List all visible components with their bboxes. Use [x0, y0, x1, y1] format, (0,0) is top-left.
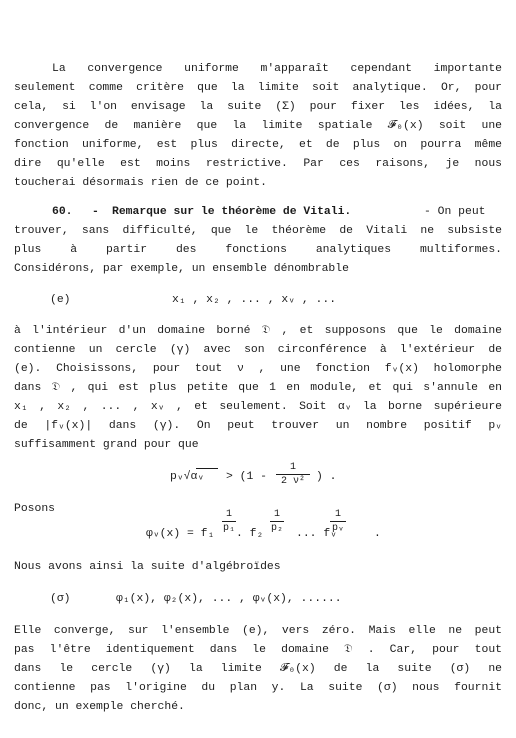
exp-2-bar [270, 521, 284, 522]
phi-equation-lhs: φᵥ(x) = f₁ [146, 528, 215, 540]
phi-equation-dots: ... fᵥ [296, 528, 338, 540]
exp-2-numerator: 1 [273, 509, 280, 520]
phi-equation-end: . [374, 528, 381, 540]
exp-1-bar [222, 521, 236, 522]
paragraph-2-line-7: suffisamment grand pour que [14, 439, 199, 451]
exp-1-denominator: p₁ [222, 523, 235, 534]
exp-v-numerator: 1 [334, 509, 341, 520]
phi-exponent-1 [222, 509, 236, 534]
paragraph-3-line-1: Elle converge, sur l'ensemble (e), vers zéro. Mais elle ne peut [14, 625, 502, 637]
section-line-4: Considérons, par exemple, un ensemble dénombrable [14, 263, 349, 275]
paragraph-2-line-3: (e). Choisissons, pour tout ν , une fonction fᵥ(x) holomorphe [14, 363, 502, 375]
paragraph-3-line-2: pas l'être identiquement dans le domaine 𝔇 . Car, pour tout [14, 644, 502, 656]
section-number: 60. [52, 206, 73, 218]
paragraph-2-line-4: dans 𝔇 , qui est plus petite que 1 en module, et qui s'annule en [14, 382, 502, 394]
exp-1-numerator: 1 [225, 509, 232, 520]
equation-e-label: (e) [50, 294, 71, 306]
equation-e-body: x₁ , x₂ , ... , xᵥ , ... [172, 294, 337, 306]
radical-bar [196, 468, 218, 469]
section-dash: - [92, 206, 99, 218]
paragraph-1-line-4: convergence de manière que la limite spatiale 𝓕₀(x) soit une [14, 120, 502, 132]
section-line-2: trouver, sans difficulté, que le théorème de Vitali ne subsiste [14, 225, 502, 237]
phi-equation-dot1: . f₂ [236, 528, 264, 540]
paragraph-1-line-3: cela, si l'on envisage la suite (Σ) pour fixer les idées, la [14, 101, 502, 113]
sequence-sigma-body: φ₁(x), φ₂(x), ... , φᵥ(x), ...... [116, 593, 342, 605]
posons-label: Posons [14, 503, 56, 515]
paragraph-2-line-1: à l'intérieur d'un domaine borné 𝔇 , et supposons que le domaine [14, 325, 502, 337]
paragraph-1-line-7: toucherai désormais rien de ce point. [14, 177, 267, 189]
inequality-close: ) . [316, 471, 337, 483]
paragraph-2-line-5: x₁ , x₂ , ... , xᵥ , et seulement. Soit αᵥ la borne supérieure [14, 401, 502, 413]
paragraph-3-line-4: contienne pas l'origine du plan y. La suite (σ) nous fournit [14, 682, 502, 694]
exp-v-bar [330, 521, 346, 522]
paragraph-3-line-3: dans le cercle (γ) la limite 𝓕₀(x) de la suite (σ) ne [14, 663, 502, 675]
paragraph-3-line-5: donc, un exemple cherché. [14, 701, 185, 713]
inequality-left: pᵥ√αᵥ [170, 471, 205, 483]
nous-avons-line: Nous avons ainsi la suite d'algébroïdes [14, 561, 281, 573]
section-title: Remarque sur le théorème de Vitali. [112, 206, 352, 218]
paragraph-2-line-2: contienne un cercle (γ) avec son circonférence à l'extérieur de [14, 344, 502, 356]
inequality-gt: > (1 - [226, 471, 268, 483]
paragraph-1-line-1: La convergence uniforme m'apparaît cependant importante [52, 63, 502, 75]
section-line-1-tail: - On peut [424, 206, 486, 218]
fraction-denominator: 2 ν² [280, 476, 305, 487]
fraction-bar [276, 474, 310, 475]
fraction-numerator: 1 [289, 462, 296, 473]
paragraph-2-line-6: de |fᵥ(x)| dans (γ). On peut trouver un nombre positif pᵥ [14, 420, 502, 432]
section-line-3: plus à partir des fonctions analytiques multiformes. [14, 244, 502, 256]
phi-exponent-v [330, 509, 346, 534]
exp-v-denominator: pᵥ [331, 523, 344, 534]
paragraph-1-line-6: dire qu'elle est moins restrictive. Par ces raisons, je nous [14, 158, 502, 170]
paragraph-1-line-2: seulement comme critère que la limite soit analytique. Or, pour [14, 82, 502, 94]
phi-exponent-2 [270, 509, 284, 534]
inequality-fraction [276, 462, 310, 487]
sequence-sigma-label: (σ) [50, 593, 71, 605]
paragraph-1-line-5: fonction uniforme, est plus directe, et de plus on pourra même [14, 139, 502, 151]
exp-2-denominator: p₂ [270, 523, 283, 534]
